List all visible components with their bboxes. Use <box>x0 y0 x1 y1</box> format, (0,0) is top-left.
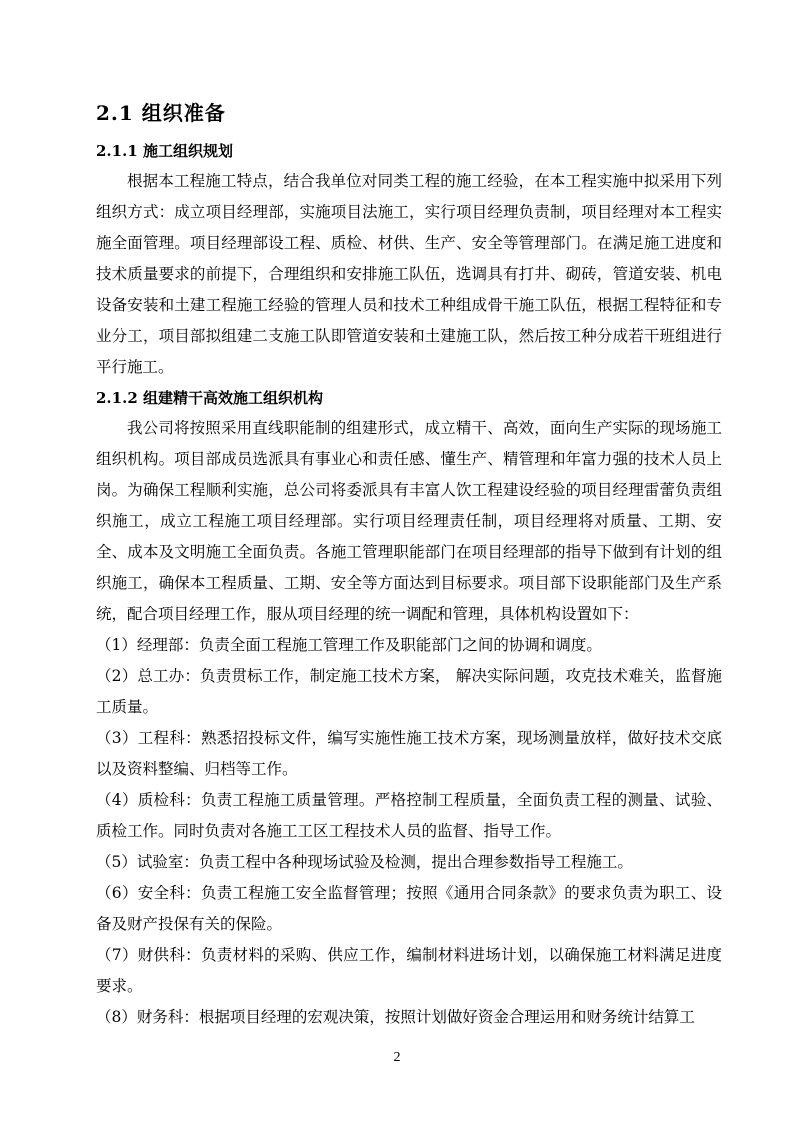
section-title: 2.1 组织准备 <box>96 101 226 125</box>
paragraph: 根据本工程施工特点，结合我单位对同类工程的施工经验，在本工程实施中拟采用下列组织方式：成立项目经理部，实施项目法施工，实行项目经理负责制，项目经理对本工程实施全面管理。项目经理部设工程、质检、材供、生产、安全等管理部门。在满足施工进度和技术质量要求的前提下，合理组织和安排施工队伍，选调具有打井、砌砖，管道安装、机电设备安装和土建工程施工经验的管理人员和技术工种组成骨干施工队伍，根据工程特征和专业分工，项目部拟组建二支施工队即管道安装和土建施工队，然后按工种分成若干班组进行平行施工。 <box>96 172 722 376</box>
list-item: （8）财务科：根据项目经理的宏观决策，按照计划做好资金合理运用和财务统计结算工 <box>96 1008 695 1026</box>
paragraph: 我公司将按照采用直线职能制的组建形式，成立精干、高效，面向生产实际的现场施工组织机构。项目部成员选派具有事业心和责任感、懂生产、精管理和年富力强的技术人员上岗。为确保工程顺利实施，总公司将委派具有丰富人饮工程建设经验的项目经理雷蕾负责组织施工，成立工程施工项目经理部。实行项目经理责任制，项目经理将对质量、工期、安全、成本及文明施工全面负责。各施工管理职能部门在项目经理部的指导下做到有计划的组织施工，确保本工程质量、工期、安全等方面达到目标要求。项目部下设职能部门及生产系统，配合项目经理工作，服从项目经理的统一调配和管理，具体机构设置如下： <box>96 419 722 623</box>
subsection-title-1: 2.1.1 施工组织规划 <box>96 142 233 160</box>
list-item: （5）试验室：负责工程中各种现场试验及检测，提出合理参数指导工程施工。 <box>96 853 633 871</box>
list-item: （3）工程科：熟悉招投标文件，编写实施性施工技术方案，现场测量放样，做好技术交底以及资料整编、归档等工作。 <box>96 729 722 778</box>
list-item: （6）安全科：负责工程施工安全监督管理；按照《通用合同条款》的要求负责为职工、设备及财产投保有关的保险。 <box>96 884 722 933</box>
subsection-title-2: 2.1.2 组建精干高效施工组织机构 <box>96 389 323 407</box>
list-item: （7）财供科：负责材料的采购、供应工作，编制材料进场计划，以确保施工材料满足进度要求。 <box>96 946 722 995</box>
list-item: （4）质检科：负责工程施工质量管理。严格控制工程质量，全面负责工程的测量、试验、质检工作。同时负责对各施工工区工程技术人员的监督、指导工作。 <box>96 791 722 840</box>
page-content <box>96 96 722 1033</box>
list-item: （2）总工办：负责贯标工作，制定施工技术方案， 解决实际问题，攻克技术难关，监督施工质量。 <box>96 667 722 716</box>
list-item: （1）经理部：负责全面工程施工管理工作及职能部门之间的协调和调度。 <box>96 636 602 654</box>
page-number: 2 <box>393 1050 401 1065</box>
